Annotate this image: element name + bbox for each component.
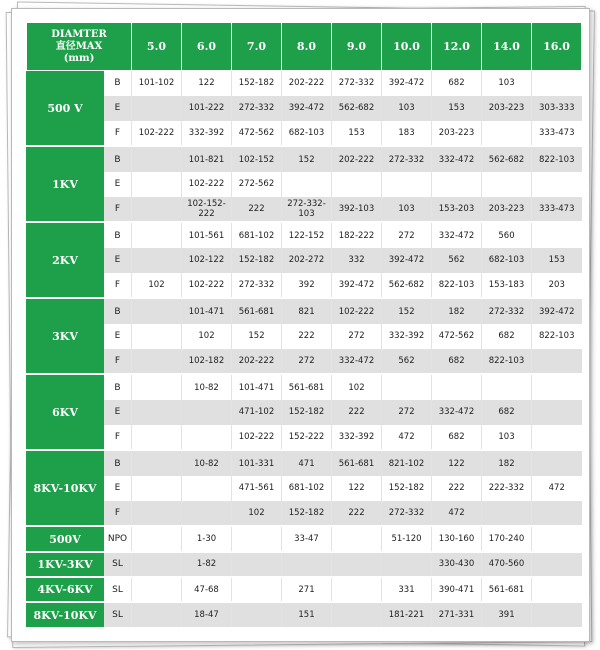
capacitance-range-cell: 152-182: [382, 476, 432, 501]
capacitance-range-cell: 122: [182, 71, 232, 96]
capacitance-range-cell: 332-472: [332, 349, 382, 374]
dielectric-code: E: [104, 96, 132, 121]
diameter-label: DIAMTER: [51, 28, 107, 40]
capacitance-range-cell: 562: [432, 248, 482, 273]
capacitance-range-cell: 822-103: [432, 273, 482, 298]
capacitance-range-cell: 203-223: [482, 96, 532, 121]
capacitance-range-cell: 101-102: [132, 71, 182, 96]
capacitance-range-cell: 181-221: [382, 602, 432, 628]
voltage-group-label: 3KV: [27, 298, 104, 374]
capacitance-range-cell: 562-682: [482, 146, 532, 171]
capacitance-range-cell: 562: [382, 349, 432, 374]
capacitance-range-cell: [382, 552, 432, 577]
capacitance-range-cell: [532, 374, 582, 399]
capacitance-range-cell: 203-223: [482, 197, 532, 222]
table-row: [27, 96, 582, 121]
table-row: [27, 450, 582, 475]
capacitance-range-cell: [332, 602, 382, 628]
table-row: [27, 172, 582, 197]
capacitance-range-cell: 222: [332, 501, 382, 526]
capacitance-range-cell: [282, 172, 332, 197]
capacitance-range-cell: 560: [482, 222, 532, 247]
capacitance-range-cell: 271: [282, 577, 332, 602]
capacitance-range-cell: [382, 374, 432, 399]
table-row: [27, 71, 582, 96]
table-row: [27, 552, 582, 577]
capacitance-range-cell: 272: [332, 324, 382, 349]
capacitance-range-cell: [132, 96, 182, 121]
table-row: [27, 146, 582, 171]
capacitance-range-cell: 331: [382, 577, 432, 602]
column-header: 12.0: [432, 23, 482, 71]
capacitance-range-cell: [482, 121, 532, 146]
capacitance-range-cell: 153-183: [482, 273, 532, 298]
capacitance-range-cell: [532, 222, 582, 247]
capacitance-range-cell: 562-682: [332, 96, 382, 121]
dielectric-code: E: [104, 172, 132, 197]
capacitance-range-cell: 471: [282, 450, 332, 475]
capacitance-range-cell: 102-122: [182, 248, 232, 273]
diameter-header: [27, 23, 132, 71]
capacitance-range-cell: 821-102: [382, 450, 432, 475]
capacitance-range-cell: [132, 349, 182, 374]
capacitance-range-cell: [532, 577, 582, 602]
capacitance-range-cell: 103: [382, 197, 432, 222]
capacitance-range-cell: 202-222: [332, 146, 382, 171]
table-row: [27, 425, 582, 450]
capacitance-range-cell: 182-222: [332, 222, 382, 247]
capacitance-range-cell: 332-392: [382, 324, 432, 349]
capacitance-range-cell: [132, 526, 182, 551]
capacitance-range-cell: 392-472: [382, 71, 432, 96]
capacitance-range-cell: [532, 71, 582, 96]
capacitance-range-cell: 102-222: [232, 425, 282, 450]
capacitance-range-cell: 682: [432, 425, 482, 450]
capacitance-range-cell: 153: [432, 96, 482, 121]
capacitance-range-cell: 1-30: [182, 526, 232, 551]
capacitance-range-cell: [232, 526, 282, 551]
capacitance-range-cell: 182: [482, 450, 532, 475]
column-header: 10.0: [382, 23, 432, 71]
capacitance-range-cell: 153: [532, 248, 582, 273]
column-header: 8.0: [282, 23, 332, 71]
capacitance-range-cell: [132, 552, 182, 577]
capacitance-range-cell: 101-561: [182, 222, 232, 247]
capacitance-range-cell: [282, 552, 332, 577]
capacitance-range-cell: 392-472: [332, 273, 382, 298]
capacitance-range-cell: [532, 400, 582, 425]
capacitance-range-cell: 51-120: [382, 526, 432, 551]
dielectric-code: F: [104, 425, 132, 450]
capacitance-range-cell: 152: [382, 298, 432, 323]
dielectric-code: B: [104, 298, 132, 323]
capacitance-range-cell: 152-182: [282, 501, 332, 526]
dielectric-code: E: [104, 248, 132, 273]
voltage-group-label: 8KV-10KV: [27, 602, 104, 628]
capacitance-range-cell: [132, 197, 182, 222]
table-row: [27, 400, 582, 425]
capacitance-range-cell: 10-82: [182, 450, 232, 475]
table-row: [27, 121, 582, 146]
capacitance-range-cell: [432, 374, 482, 399]
capacitance-range-cell: 152: [282, 146, 332, 171]
capacitance-range-cell: 272-332: [482, 298, 532, 323]
voltage-group-label: 8KV-10KV: [27, 450, 104, 526]
capacitance-range-cell: 222-332: [482, 476, 532, 501]
voltage-group-label: 1KV: [27, 146, 104, 222]
capacitance-range-cell: 152-182: [232, 71, 282, 96]
capacitance-range-cell: 152-182: [282, 400, 332, 425]
capacitance-range-cell: 152-222: [282, 425, 332, 450]
capacitance-range-cell: [132, 476, 182, 501]
capacitance-range-cell: 102-222: [332, 298, 382, 323]
capacitance-range-cell: 101-821: [182, 146, 232, 171]
capacitance-range-cell: 102-222: [182, 273, 232, 298]
capacitance-range-cell: [482, 501, 532, 526]
voltage-group-label: 1KV-3KV: [27, 552, 104, 577]
dielectric-code: F: [104, 273, 132, 298]
capacitance-range-cell: 472: [382, 425, 432, 450]
capacitance-range-cell: 472: [432, 501, 482, 526]
capacitance-range-cell: 101-471: [232, 374, 282, 399]
dielectric-code: B: [104, 71, 132, 96]
capacitance-range-cell: 330-430: [432, 552, 482, 577]
capacitance-range-cell: 102-222: [132, 121, 182, 146]
capacitance-range-cell: 472-562: [232, 121, 282, 146]
table-body: [27, 71, 582, 629]
dielectric-code: F: [104, 197, 132, 222]
capacitance-range-cell: [182, 400, 232, 425]
capacitance-range-cell: 203: [532, 273, 582, 298]
voltage-group-label: 6KV: [27, 374, 104, 450]
capacitance-range-cell: 682: [432, 71, 482, 96]
capacitance-range-cell: 152: [232, 324, 282, 349]
capacitance-range-cell: [132, 400, 182, 425]
capacitance-range-cell: 272-332-103: [282, 197, 332, 222]
capacitance-range-cell: [132, 222, 182, 247]
capacitance-range-cell: 682: [482, 324, 532, 349]
capacitance-range-cell: 561-681: [282, 374, 332, 399]
capacitance-range-cell: 682-103: [282, 121, 332, 146]
table-row: [27, 273, 582, 298]
capacitance-range-cell: 222: [332, 400, 382, 425]
capacitance-range-cell: 153-203: [432, 197, 482, 222]
capacitance-range-cell: 272-332: [232, 273, 282, 298]
capacitance-range-cell: 333-473: [532, 197, 582, 222]
capacitance-range-cell: 102: [132, 273, 182, 298]
capacitance-range-cell: 392-472: [532, 298, 582, 323]
column-header: 7.0: [232, 23, 282, 71]
capacitance-range-cell: [532, 501, 582, 526]
capacitance-range-cell: [482, 172, 532, 197]
capacitance-range-cell: 183: [382, 121, 432, 146]
capacitance-range-cell: 332-392: [332, 425, 382, 450]
capacitance-range-cell: 272: [382, 222, 432, 247]
capacitance-range-cell: 10-82: [182, 374, 232, 399]
capacitance-range-cell: 170-240: [482, 526, 532, 551]
dielectric-code: B: [104, 374, 132, 399]
dielectric-code: F: [104, 349, 132, 374]
dielectric-code: F: [104, 121, 132, 146]
diameter-max-label: 直径MAX: [55, 40, 103, 52]
capacitance-range-cell: [132, 577, 182, 602]
diameter-unit: (mm): [63, 52, 95, 64]
table-row: [27, 298, 582, 323]
capacitance-range-cell: 222: [432, 476, 482, 501]
capacitance-range-cell: 681-102: [232, 222, 282, 247]
capacitance-range-cell: 822-103: [532, 324, 582, 349]
capacitance-range-cell: 47-68: [182, 577, 232, 602]
table-row: [27, 197, 582, 222]
capacitance-range-cell: [382, 172, 432, 197]
capacitance-range-cell: 152-182: [232, 248, 282, 273]
capacitance-range-cell: [182, 476, 232, 501]
capacitance-range-cell: [532, 602, 582, 628]
capacitance-range-cell: 222: [232, 197, 282, 222]
capacitance-range-cell: 392: [282, 273, 332, 298]
capacitance-range-cell: 332: [332, 248, 382, 273]
capacitance-range-cell: 272-332: [232, 96, 282, 121]
voltage-group-label: 500V: [27, 526, 104, 551]
capacitance-range-cell: 202-272: [282, 248, 332, 273]
capacitance-range-cell: [132, 501, 182, 526]
capacitance-range-cell: 102-152: [232, 146, 282, 171]
capacitance-range-cell: 102: [232, 501, 282, 526]
capacitance-range-cell: 392-472: [282, 96, 332, 121]
capacitance-range-cell: 102: [332, 374, 382, 399]
capacitance-range-cell: 102: [182, 324, 232, 349]
table-row: [27, 349, 582, 374]
capacitance-range-cell: 272: [282, 349, 332, 374]
capacitance-range-cell: 471-102: [232, 400, 282, 425]
capacitance-range-cell: 103: [482, 71, 532, 96]
capacitance-range-cell: 102-182: [182, 349, 232, 374]
column-header: 6.0: [182, 23, 232, 71]
capacitance-range-cell: 681-102: [282, 476, 332, 501]
capacitance-range-cell: [232, 602, 282, 628]
capacitance-range-cell: [232, 577, 282, 602]
capacitance-range-cell: [532, 450, 582, 475]
capacitance-range-cell: [332, 526, 382, 551]
voltage-group-label: 500 V: [27, 71, 104, 147]
table-row: [27, 501, 582, 526]
capacitance-range-cell: 391: [482, 602, 532, 628]
capacitance-range-cell: 272-332: [382, 501, 432, 526]
capacitance-range-cell: 103: [482, 425, 532, 450]
capacitance-range-cell: 222: [282, 324, 332, 349]
table-row: [27, 526, 582, 551]
capacitor-spec-table: [26, 22, 582, 629]
capacitance-range-cell: 272-562: [232, 172, 282, 197]
capacitance-range-cell: 472: [532, 476, 582, 501]
capacitance-range-cell: 18-47: [182, 602, 232, 628]
dielectric-code: B: [104, 222, 132, 247]
capacitance-range-cell: 682-103: [482, 248, 532, 273]
capacitance-range-cell: 332-472: [432, 400, 482, 425]
column-header: 16.0: [532, 23, 582, 71]
capacitance-range-cell: [132, 602, 182, 628]
capacitance-range-cell: [432, 172, 482, 197]
capacitance-range-cell: 33-47: [282, 526, 332, 551]
dielectric-code: SL: [104, 577, 132, 602]
table-row: [27, 374, 582, 399]
capacitance-range-cell: 101-331: [232, 450, 282, 475]
column-header: 14.0: [482, 23, 532, 71]
capacitance-range-cell: 102-152-222: [182, 197, 232, 222]
capacitance-range-cell: [532, 172, 582, 197]
capacitance-range-cell: 202-222: [282, 71, 332, 96]
table-row: [27, 602, 582, 628]
table-row: [27, 577, 582, 602]
table-row: [27, 222, 582, 247]
column-header: 5.0: [132, 23, 182, 71]
capacitance-range-cell: 122: [332, 476, 382, 501]
dielectric-code: NPO: [104, 526, 132, 551]
capacitance-range-cell: 470-560: [482, 552, 532, 577]
dielectric-code: B: [104, 146, 132, 171]
capacitance-range-cell: 102-222: [182, 172, 232, 197]
dielectric-code: SL: [104, 602, 132, 628]
capacitance-range-cell: 1-82: [182, 552, 232, 577]
capacitance-range-cell: 821: [282, 298, 332, 323]
dielectric-code: B: [104, 450, 132, 475]
capacitance-range-cell: 182: [432, 298, 482, 323]
capacitance-range-cell: 471-561: [232, 476, 282, 501]
dielectric-code: E: [104, 476, 132, 501]
capacitance-range-cell: [132, 425, 182, 450]
capacitance-range-cell: 101-222: [182, 96, 232, 121]
capacitance-range-cell: [132, 324, 182, 349]
capacitance-range-cell: [132, 172, 182, 197]
capacitance-range-cell: 332-392: [182, 121, 232, 146]
capacitance-range-cell: 101-471: [182, 298, 232, 323]
dielectric-code: E: [104, 400, 132, 425]
capacitance-range-cell: [182, 425, 232, 450]
capacitance-range-cell: 392-472: [382, 248, 432, 273]
capacitance-range-cell: [132, 298, 182, 323]
capacitance-range-cell: [332, 577, 382, 602]
capacitance-range-cell: 130-160: [432, 526, 482, 551]
capacitance-range-cell: [132, 146, 182, 171]
table-row: [27, 248, 582, 273]
dielectric-code: E: [104, 324, 132, 349]
capacitance-range-cell: [532, 552, 582, 577]
capacitance-range-cell: 151: [282, 602, 332, 628]
capacitance-range-cell: 472-562: [432, 324, 482, 349]
capacitance-range-cell: 333-473: [532, 121, 582, 146]
dielectric-code: SL: [104, 552, 132, 577]
capacitance-range-cell: 153: [332, 121, 382, 146]
capacitance-range-cell: 822-103: [482, 349, 532, 374]
capacitance-range-cell: 122: [432, 450, 482, 475]
capacitance-range-cell: [132, 248, 182, 273]
capacitance-range-cell: 561-681: [332, 450, 382, 475]
capacitance-range-cell: 271-331: [432, 602, 482, 628]
capacitance-range-cell: [482, 374, 532, 399]
capacitance-range-cell: 562-682: [382, 273, 432, 298]
capacitance-range-cell: 202-222: [232, 349, 282, 374]
capacitance-range-cell: 332-472: [432, 222, 482, 247]
capacitance-range-cell: [182, 501, 232, 526]
paper-sheet-front: [11, 8, 590, 642]
dielectric-code: F: [104, 501, 132, 526]
capacitance-range-cell: [532, 526, 582, 551]
capacitance-range-cell: 122-152: [282, 222, 332, 247]
capacitance-range-cell: 272-332: [382, 146, 432, 171]
capacitance-range-cell: [132, 450, 182, 475]
capacitance-range-cell: 822-103: [532, 146, 582, 171]
capacitance-range-cell: 561-681: [232, 298, 282, 323]
capacitance-range-cell: 682: [432, 349, 482, 374]
capacitance-range-cell: 303-333: [532, 96, 582, 121]
capacitance-range-cell: 203-223: [432, 121, 482, 146]
capacitance-range-cell: [532, 349, 582, 374]
capacitance-range-cell: [332, 172, 382, 197]
table-row: [27, 476, 582, 501]
capacitance-range-cell: 272-332: [332, 71, 382, 96]
capacitance-range-cell: [532, 425, 582, 450]
capacitance-range-cell: 103: [382, 96, 432, 121]
capacitance-range-cell: [232, 552, 282, 577]
capacitance-range-cell: [132, 374, 182, 399]
table-row: [27, 324, 582, 349]
column-header: 9.0: [332, 23, 382, 71]
capacitance-range-cell: [332, 552, 382, 577]
header-row: [27, 23, 582, 71]
capacitance-range-cell: 392-103: [332, 197, 382, 222]
capacitance-range-cell: 272: [382, 400, 432, 425]
capacitance-range-cell: 332-472: [432, 146, 482, 171]
capacitance-range-cell: 682: [482, 400, 532, 425]
voltage-group-label: 2KV: [27, 222, 104, 298]
capacitance-range-cell: 561-681: [482, 577, 532, 602]
capacitance-range-cell: 390-471: [432, 577, 482, 602]
voltage-group-label: 4KV-6KV: [27, 577, 104, 602]
